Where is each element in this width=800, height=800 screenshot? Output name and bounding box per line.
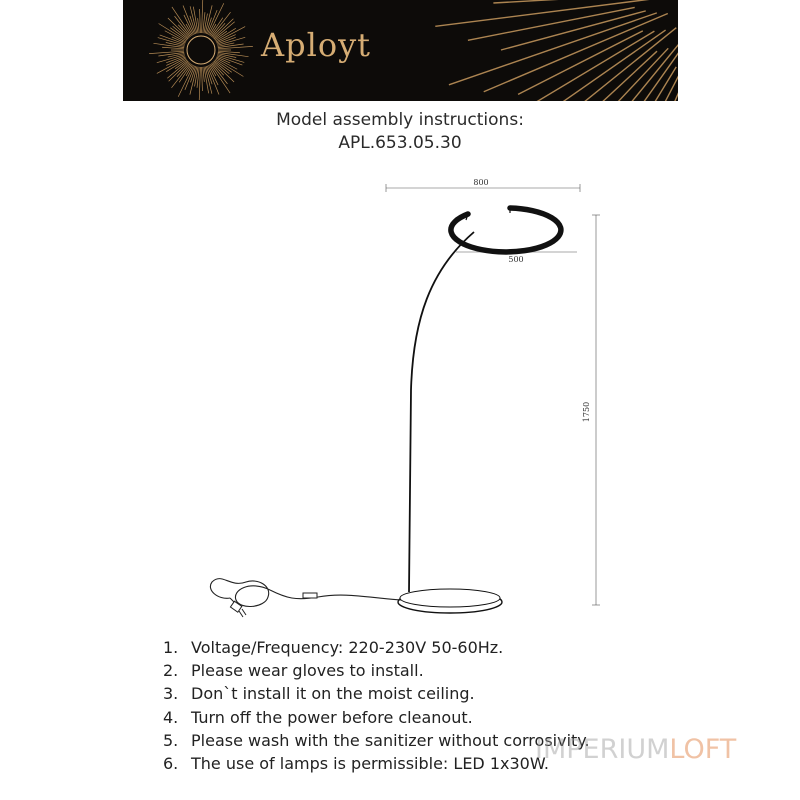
list-item (163, 682, 590, 705)
lamp-base (398, 589, 502, 613)
list-number: 2. (163, 661, 179, 681)
instruction-list (163, 636, 590, 775)
list-item (163, 752, 590, 775)
dimension-height (582, 215, 600, 605)
list-text: Voltage/Frequency: 220-230V 50-60Hz. (191, 638, 504, 657)
document-title: Model assembly instructions: (276, 110, 524, 130)
watermark (535, 734, 736, 765)
dimension-label-height: 1750 (582, 401, 591, 423)
list-item (163, 659, 590, 682)
list-text: Please wash with the sanitizer without corrosivity. (191, 730, 590, 750)
list-text: The use of lamps is permissible: LED 1x30W. (191, 753, 549, 773)
list-number: 4. (163, 707, 179, 727)
lamp-stem (409, 232, 474, 592)
list-number: 3. (163, 684, 179, 704)
watermark-part-1: IMPERIUM (535, 734, 670, 765)
sunburst-icon (123, 0, 678, 101)
dimension-label-ring: 500 (508, 255, 524, 264)
list-text: Please wear gloves to install. (191, 661, 424, 681)
list-text: Don`t install it on the moist ceiling. (191, 684, 475, 704)
list-item (163, 729, 590, 752)
lamp-ring (451, 208, 561, 252)
watermark-part-2: LOFT (669, 734, 737, 765)
list-item (163, 706, 590, 729)
list-text: Turn off the power before cleanout. (191, 707, 473, 727)
brand-banner (123, 0, 678, 101)
dimension-width-top (386, 178, 580, 192)
list-item (163, 636, 590, 659)
list-number: 6. (163, 753, 179, 773)
power-cord (210, 579, 401, 617)
lamp-technical-drawing (0, 160, 800, 620)
list-number: 1. (163, 638, 179, 657)
list-number: 5. (163, 730, 179, 750)
dimension-label-width: 800 (473, 178, 489, 187)
model-number: APL.653.05.30 (338, 133, 462, 153)
brand-logo-text: Aployt (261, 26, 372, 64)
